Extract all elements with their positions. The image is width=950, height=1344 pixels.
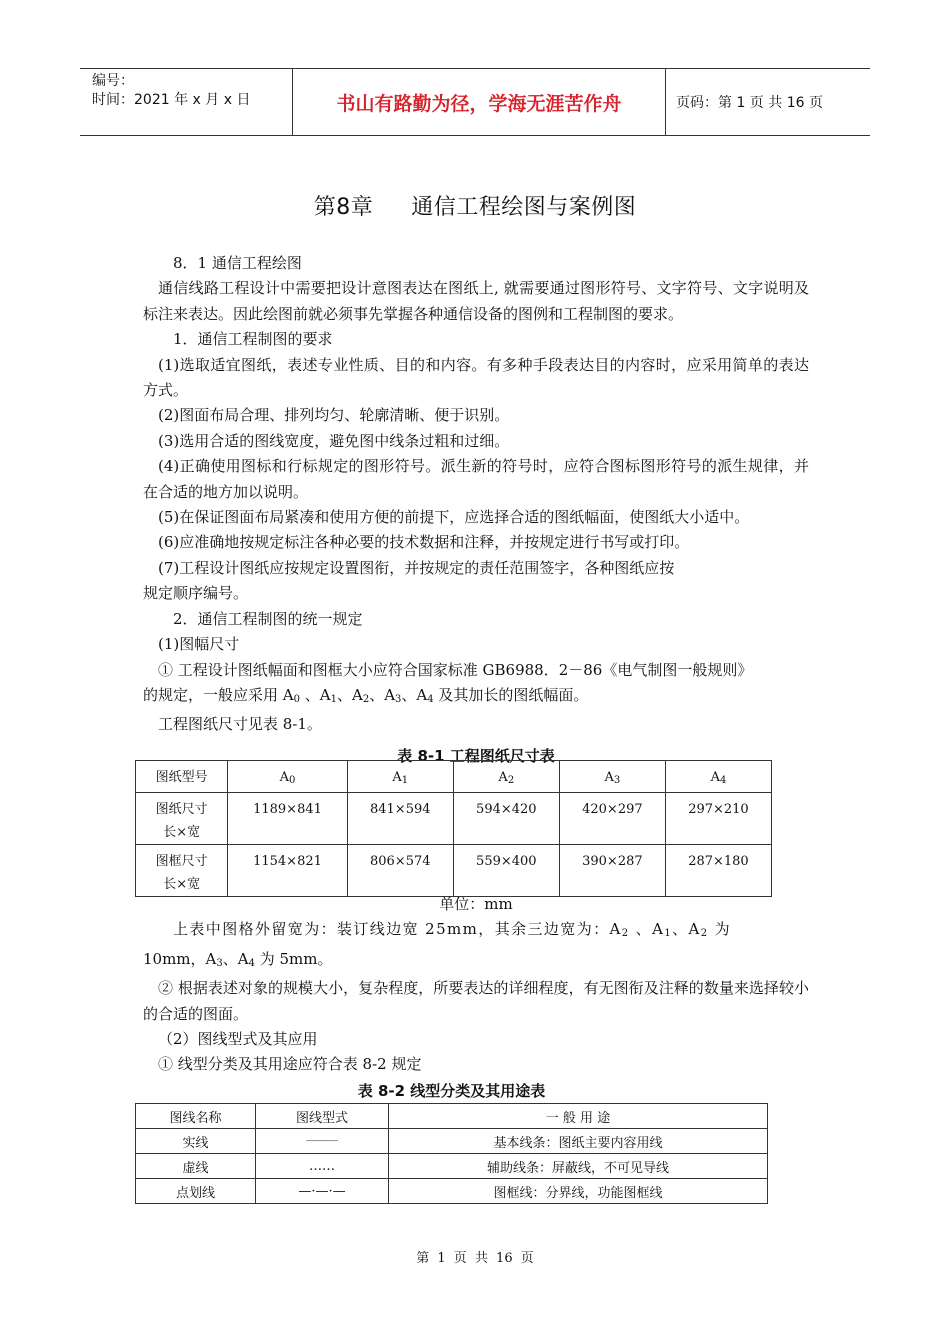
table-header-cell: $A_4$ — [665, 761, 771, 793]
sub-heading-1: (1)图幅尺寸 — [158, 635, 240, 654]
table-row — [136, 793, 772, 845]
table-cell: 图框线：分界线，功能图框线 — [389, 1179, 768, 1204]
table-header-cell: $A_0$ — [228, 761, 347, 793]
section-heading: 8．1 通信工程绘图 — [173, 254, 302, 272]
table-cell: 390×287 — [559, 845, 665, 897]
requirement-5: (5)在保证图面布局紧凑和使用方便的前提下，应选择合适的图纸幅面，使图纸大小适中。 — [158, 508, 750, 527]
table-cell: 虚线 — [136, 1154, 256, 1179]
circled-item-1: ① 工程设计图纸幅面和图框大小应符合国家标准 GB6988．2－86《电气制图一般规则》 — [158, 660, 753, 679]
table-cell: 实线 — [136, 1129, 256, 1154]
table-reference: 工程图纸尺寸见表 8-1。 — [158, 715, 322, 734]
table-cell: —·—·— — [256, 1179, 389, 1204]
motto: 书山有路勤为径，学海无涯苦作舟 — [293, 69, 666, 136]
table-cell: 点划线 — [136, 1179, 256, 1204]
table-paper-sizes — [135, 760, 772, 897]
intro-paragraph: 通信线路工程设计中需要把设计意图表达在图纸上, 就需要通过图形符号、文字符号、文字说明及标注来表达。因此绘图前就必须事先掌握各种通信设备的图例和工程制图的要求。 — [143, 279, 809, 323]
table-row-label: 图框尺寸 长×宽 — [136, 845, 228, 897]
table-cell: …… — [256, 1154, 389, 1179]
page-title — [0, 190, 950, 221]
header-left-cell — [80, 69, 293, 136]
table-cell: 1189×841 — [228, 793, 347, 845]
table-cell: 基本线条：图纸主要内容用线 — [389, 1129, 768, 1154]
table-cell: 559×400 — [453, 845, 559, 897]
table-row — [136, 1179, 768, 1204]
table-header-cell: 一 般 用 途 — [389, 1104, 768, 1129]
table-row-label: 图纸尺寸 长×宽 — [136, 793, 228, 845]
circled-item-1-cont: 的规定，一般应采用 $A_0$ 、$A_1$、$A_2$、$A_3$、$A_4$ 及其加长的图纸幅面。 — [143, 685, 589, 705]
table-cell: 806×574 — [347, 845, 453, 897]
chapter-number: 第8章 — [313, 195, 374, 220]
requirement-2: (2)图面布局合理、排列均匀、轮廓清晰、便于识别。 — [158, 406, 510, 425]
table-cell: 287×180 — [665, 845, 771, 897]
table-cell: ──── — [256, 1129, 389, 1154]
unit-label: 单位：mm — [439, 895, 513, 913]
table-header-cell: $A_1$ — [347, 761, 453, 793]
page-info: 页码：第 1 页 共 16 页 — [676, 95, 823, 111]
table-line-types — [135, 1103, 768, 1204]
circled-item-2: ② 根据表述对象的规模大小，复杂程度，所要表达的详细程度，有无图衔及注释的数量来选择较小的合适的图面。 — [143, 979, 809, 1023]
standards-heading: 2．通信工程制图的统一规定 — [173, 609, 363, 628]
table1-caption: 表 8-1 工程图纸尺寸表 — [397, 746, 555, 765]
table-cell: 594×420 — [453, 793, 559, 845]
body-text-2 — [143, 892, 809, 1078]
requirement-3: (3)选用合适的图线宽度，避免图中线条过粗和过细。 — [158, 431, 510, 450]
page-footer: 第 1 页 共 16 页 — [416, 1251, 534, 1266]
table-row — [136, 1129, 768, 1154]
table-cell: 841×594 — [347, 793, 453, 845]
table-row — [136, 845, 772, 897]
table-row — [136, 761, 772, 793]
table2-caption: 表 8-2 线型分类及其用途表 — [357, 1082, 546, 1100]
body-text — [143, 251, 809, 769]
time-label: 时间：2021 年 x 月 x 日 — [92, 92, 251, 108]
table-cell: 辅助线条：屏蔽线，不可见导线 — [389, 1154, 768, 1179]
table-header-cell: $A_3$ — [559, 761, 665, 793]
table-cell: 420×297 — [559, 793, 665, 845]
requirement-7: (7)工程设计图纸应按规定设置图衔，并按规定的责任范围签字，各种图纸应按 — [158, 558, 675, 577]
table-cell: 1154×821 — [228, 845, 347, 897]
table-header-cell: $A_2$ — [453, 761, 559, 793]
code-label: 编号： — [92, 73, 134, 89]
chapter-name: 通信工程绘图与案例图 — [411, 195, 637, 220]
table-row — [136, 1154, 768, 1179]
margin-paragraph: 上表中图格外留宽为：装订线边宽 25mm，其余三边宽为：$A_2$ 、$A_1$、$A_2$ 为 — [173, 920, 732, 940]
table-row — [136, 1104, 768, 1129]
requirement-4: (4)正确使用图标和行标规定的图形符号。派生新的符号时，应符合图标图形符号的派生规律，并在合适的地方加以说明。 — [143, 457, 809, 501]
requirements-heading: 1．通信工程制图的要求 — [173, 330, 333, 349]
requirement-7-cont: 规定顺序编号。 — [143, 584, 249, 603]
table-header-cell: 图线型式 — [256, 1104, 389, 1129]
requirement-1: (1)选取适宜图纸，表述专业性质、目的和内容。有多种手段表达目的内容时，应采用简单的表达方式。 — [143, 355, 809, 400]
header-table — [80, 68, 870, 136]
circled-item-3: ① 线型分类及其用途应符合表 8-2 规定 — [158, 1055, 422, 1074]
table-header-cell: 图纸型号 — [136, 761, 228, 793]
sub-heading-2: （2）图线型式及其应用 — [158, 1030, 318, 1049]
requirement-6: (6)应准确地按规定标注各种必要的技术数据和注释，并按规定进行书写或打印。 — [158, 533, 690, 552]
margin-paragraph-cont: 10mm，$A_3$、$A_4$ 为 5mm。 — [143, 949, 333, 969]
table-header-cell: 图线名称 — [136, 1104, 256, 1129]
table-cell: 297×210 — [665, 793, 771, 845]
